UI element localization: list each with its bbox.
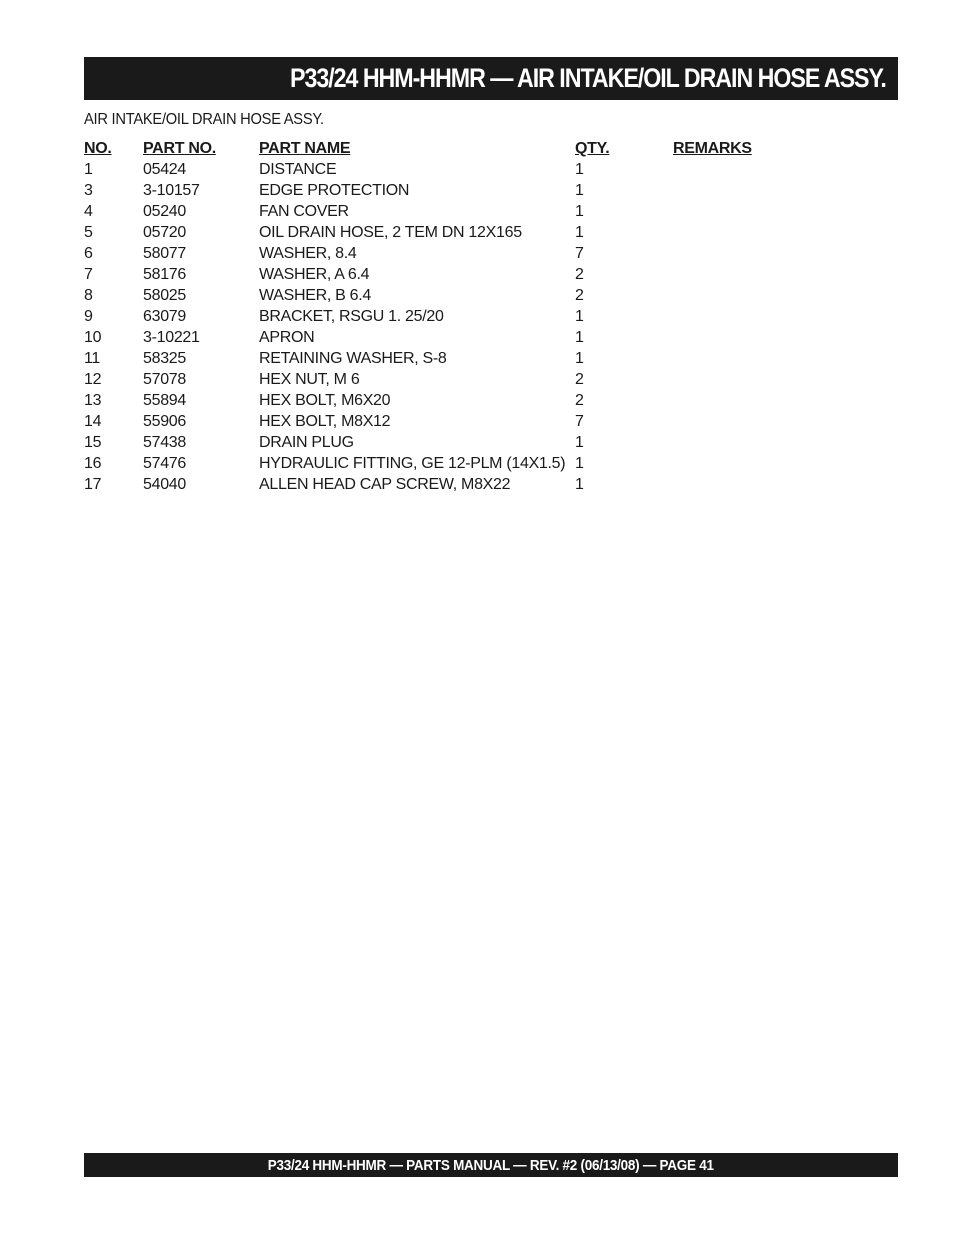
table-row: [84, 369, 793, 390]
cell-part-no: 05424: [143, 160, 186, 178]
page-title-bar: [84, 57, 898, 100]
cell-no: 17: [84, 475, 102, 493]
cell-qty: 1: [575, 202, 584, 220]
section-subtitle: AIR INTAKE/OIL DRAIN HOSE ASSY.: [84, 111, 324, 128]
cell-part-name: RETAINING WASHER, S-8: [259, 349, 447, 367]
table-row: [84, 474, 793, 495]
table-row: [84, 432, 793, 453]
cell-no: 6: [84, 244, 93, 262]
cell-remarks: [673, 222, 793, 243]
cell-qty: 1: [575, 349, 584, 367]
cell-part-name: HEX BOLT, M6X20: [259, 391, 391, 409]
cell-qty: 1: [575, 433, 584, 451]
cell-part-name: WASHER, B 6.4: [259, 286, 371, 304]
cell-part-no: 58325: [143, 349, 186, 367]
cell-remarks: [673, 327, 793, 348]
cell-no: 3: [84, 181, 93, 199]
cell-remarks: [673, 432, 793, 453]
cell-qty: 2: [575, 286, 584, 304]
cell-no: 9: [84, 307, 93, 325]
cell-part-no: 55894: [143, 391, 186, 409]
cell-part-name: WASHER, A 6.4: [259, 265, 370, 283]
cell-part-no: 58025: [143, 286, 186, 304]
table-row: [84, 180, 793, 201]
cell-part-name: HEX NUT, M 6: [259, 370, 360, 388]
cell-part-no: 63079: [143, 307, 186, 325]
cell-remarks: [673, 306, 793, 327]
page-footer-bar: [84, 1153, 898, 1177]
cell-part-name: BRACKET, RSGU 1. 25/20: [259, 307, 444, 325]
cell-part-no: 57476: [143, 454, 186, 472]
cell-no: 11: [84, 349, 101, 367]
cell-qty: 1: [575, 328, 584, 346]
table-row: [84, 453, 793, 474]
cell-remarks: [673, 453, 793, 474]
cell-part-name: OIL DRAIN HOSE, 2 TEM DN 12X165: [259, 223, 522, 241]
cell-part-name: APRON: [259, 328, 315, 346]
cell-no: 4: [84, 202, 93, 220]
table-row: [84, 201, 793, 222]
cell-remarks: [673, 201, 793, 222]
col-remarks-header: REMARKS: [673, 139, 752, 157]
cell-remarks: [673, 264, 793, 285]
cell-part-no: 05240: [143, 202, 186, 220]
cell-part-name: DISTANCE: [259, 160, 337, 178]
cell-part-no: 57438: [143, 433, 186, 451]
col-no-header: NO.: [84, 139, 112, 157]
table-row: [84, 243, 793, 264]
cell-part-no: 58176: [143, 265, 186, 283]
cell-no: 13: [84, 391, 102, 409]
table-row: [84, 390, 793, 411]
cell-part-no: 05720: [143, 223, 186, 241]
cell-remarks: [673, 411, 793, 432]
col-part-name-header: PART NAME: [259, 139, 351, 157]
cell-no: 7: [84, 265, 93, 283]
cell-no: 12: [84, 370, 102, 388]
cell-no: 8: [84, 286, 93, 304]
cell-qty: 2: [575, 391, 584, 409]
cell-qty: 1: [575, 307, 584, 325]
col-part-no-header: PART NO.: [143, 139, 216, 157]
cell-remarks: [673, 243, 793, 264]
cell-remarks: [673, 159, 793, 180]
page-footer: P33/24 HHM-HHMR — PARTS MANUAL — REV. #2 (06/13/08) — PAGE 41: [268, 1156, 714, 1174]
cell-part-no: 54040: [143, 475, 186, 493]
parts-table-header: [84, 138, 793, 159]
cell-qty: 1: [575, 160, 584, 178]
cell-part-name: EDGE PROTECTION: [259, 181, 410, 199]
cell-qty: 1: [575, 181, 584, 199]
cell-part-no: 58077: [143, 244, 186, 262]
parts-table-body: [84, 159, 793, 495]
cell-remarks: [673, 285, 793, 306]
table-row: [84, 348, 793, 369]
cell-no: 16: [84, 454, 102, 472]
cell-part-no: 3-10221: [143, 328, 200, 346]
cell-qty: 7: [575, 412, 584, 430]
cell-qty: 2: [575, 265, 584, 283]
cell-part-name: DRAIN PLUG: [259, 433, 354, 451]
page-title: P33/24 HHM-HHMR — AIR INTAKE/OIL DRAIN HOSE ASSY.: [290, 63, 886, 93]
cell-part-no: 57078: [143, 370, 186, 388]
cell-part-name: HEX BOLT, M8X12: [259, 412, 391, 430]
cell-no: 5: [84, 223, 93, 241]
cell-qty: 1: [575, 454, 584, 472]
table-row: [84, 411, 793, 432]
col-qty-header: QTY.: [575, 139, 610, 157]
cell-no: 10: [84, 328, 102, 346]
cell-part-no: 55906: [143, 412, 186, 430]
table-row: [84, 306, 793, 327]
cell-no: 15: [84, 433, 102, 451]
table-row: [84, 327, 793, 348]
table-row: [84, 285, 793, 306]
table-row: [84, 222, 793, 243]
cell-remarks: [673, 474, 793, 495]
cell-no: 14: [84, 412, 102, 430]
cell-part-name: HYDRAULIC FITTING, GE 12-PLM (14X1.5): [259, 454, 566, 472]
table-row: [84, 159, 793, 180]
cell-qty: 1: [575, 223, 584, 241]
cell-part-name: WASHER, 8.4: [259, 244, 357, 262]
cell-remarks: [673, 390, 793, 411]
cell-qty: 7: [575, 244, 584, 262]
cell-part-name: ALLEN HEAD CAP SCREW, M8X22: [259, 475, 511, 493]
cell-remarks: [673, 180, 793, 201]
cell-remarks: [673, 348, 793, 369]
cell-part-name: FAN COVER: [259, 202, 349, 220]
cell-remarks: [673, 369, 793, 390]
table-row: [84, 264, 793, 285]
cell-no: 1: [84, 160, 93, 178]
cell-part-no: 3-10157: [143, 181, 200, 199]
cell-qty: 2: [575, 370, 584, 388]
cell-qty: 1: [575, 475, 584, 493]
parts-table: [84, 138, 793, 495]
